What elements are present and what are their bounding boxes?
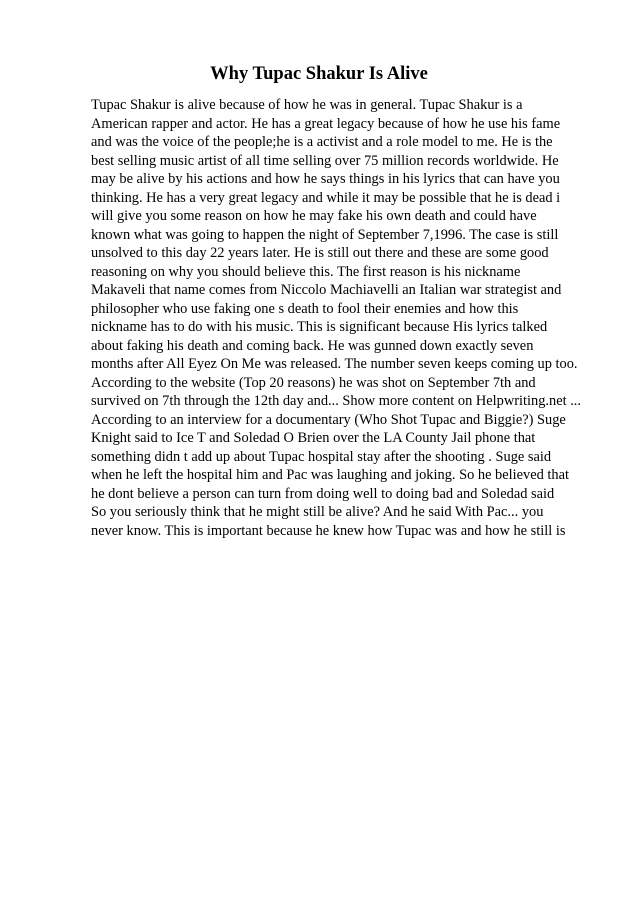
body-line: known what was going to happen the night of September 7,1996. The case is still	[91, 226, 559, 243]
document-body	[91, 96, 591, 540]
document-title: Why Tupac Shakur Is Alive	[210, 64, 428, 84]
body-line: So you seriously think that he might still be alive? And he said With Pac... you	[91, 504, 544, 520]
body-line: According to the website (Top 20 reasons) he was shot on September 7th and	[91, 374, 536, 391]
body-line: he dont believe a person can turn from doing well to doing bad and Soledad said	[91, 485, 555, 502]
body-line: Tupac Shakur is alive because of how he was in general. Tupac Shakur is a	[91, 97, 523, 113]
body-line: will give you some reason on how he may fake his own death and could have	[91, 208, 537, 224]
body-line: something didn t add up about Tupac hospital stay after the shooting . Suge said	[91, 448, 552, 465]
body-line: best selling music artist of all time selling over 75 million records worldwide. He	[91, 152, 559, 169]
body-line: philosopher who use faking one s death to fool their enemies and how this	[91, 300, 519, 317]
body-line: survived on 7th through the 12th day and... Show more content on Helpwriting.net ...	[91, 393, 582, 409]
body-line: According to an interview for a documentary (Who Shot Tupac and Biggie?) Suge	[91, 411, 566, 428]
body-line: thinking. He has a very great legacy and while it may be possible that he is dead i	[91, 189, 561, 206]
body-line: months after All Eyez On Me was released. The number seven keeps coming up too.	[91, 356, 578, 372]
body-line: may be alive by his actions and how he says things in his lyrics that can have you	[91, 171, 560, 187]
body-line: never know. This is important because he knew how Tupac was and how he still is	[91, 522, 566, 539]
body-line: and was the voice of the people;he is a activist and a role model to me. He is the	[91, 134, 553, 150]
body-line: about faking his death and coming back. He was gunned down exactly seven	[91, 337, 534, 354]
body-line: reasoning on why you should believe this. The first reason is his nickname	[91, 263, 521, 280]
body-line: nickname has to do with his music. This is significant because His lyrics talked	[91, 319, 548, 335]
body-line: unsolved to this day 22 years later. He is still out there and these are some good	[91, 245, 549, 261]
body-line: American rapper and actor. He has a great legacy because of how he use his fame	[91, 115, 561, 132]
body-line: when he left the hospital him and Pac was laughing and joking. So he believed that	[91, 467, 569, 483]
body-line: Makaveli that name comes from Niccolo Machiavelli an Italian war strategist and	[91, 282, 562, 298]
body-line: Knight said to Ice T and Soledad O Brien over the LA County Jail phone that	[91, 430, 536, 446]
